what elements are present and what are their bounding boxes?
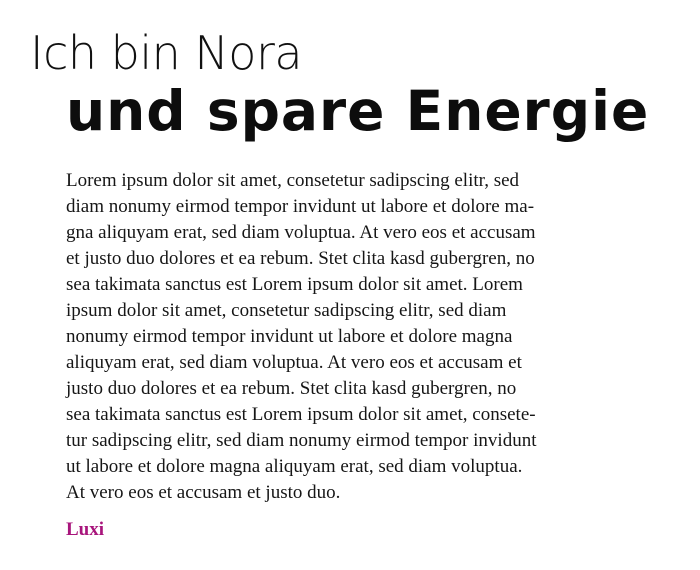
body-line: tur sadipscing elitr, sed diam nonumy eirmod tempor invidunt (66, 430, 537, 451)
heading-line-2: und spare Energie (66, 79, 650, 143)
body-line: nonumy eirmod tempor invidunt ut labore et dolore magna (66, 326, 513, 347)
body-line: ut labore et dolore magna aliquyam erat, sed diam voluptua. (66, 456, 523, 477)
body-line: diam nonumy eirmod tempor invidunt ut labore et dolore ma- (66, 196, 535, 217)
body-line: aliquyam erat, sed diam voluptua. At vero eos et accusam et (66, 352, 522, 373)
body-line: justo duo dolores et ea rebum. Stet clita kasd gubergren, no (66, 378, 517, 399)
body-paragraph (66, 168, 592, 506)
body-line: ipsum dolor sit amet, consetetur sadipscing elitr, sed diam (66, 300, 507, 321)
body-line: et justo duo dolores et ea rebum. Stet clita kasd gubergren, no (66, 248, 535, 269)
body-line: sea takimata sanctus est Lorem ipsum dolor sit amet. Lorem (66, 274, 523, 295)
heading-line-1: Ich bin Nora (30, 26, 303, 80)
body-line: At vero eos et accusam et justo duo. (66, 482, 341, 503)
body-line: Lorem ipsum dolor sit amet, consetetur sadipscing elitr, sed (66, 170, 520, 191)
body-line: sea takimata sanctus est Lorem ipsum dolor sit amet, consete- (66, 404, 536, 425)
author-signature: Luxi (66, 519, 105, 540)
body-line: gna aliquyam erat, sed diam voluptua. At vero eos et accusam (66, 222, 536, 243)
